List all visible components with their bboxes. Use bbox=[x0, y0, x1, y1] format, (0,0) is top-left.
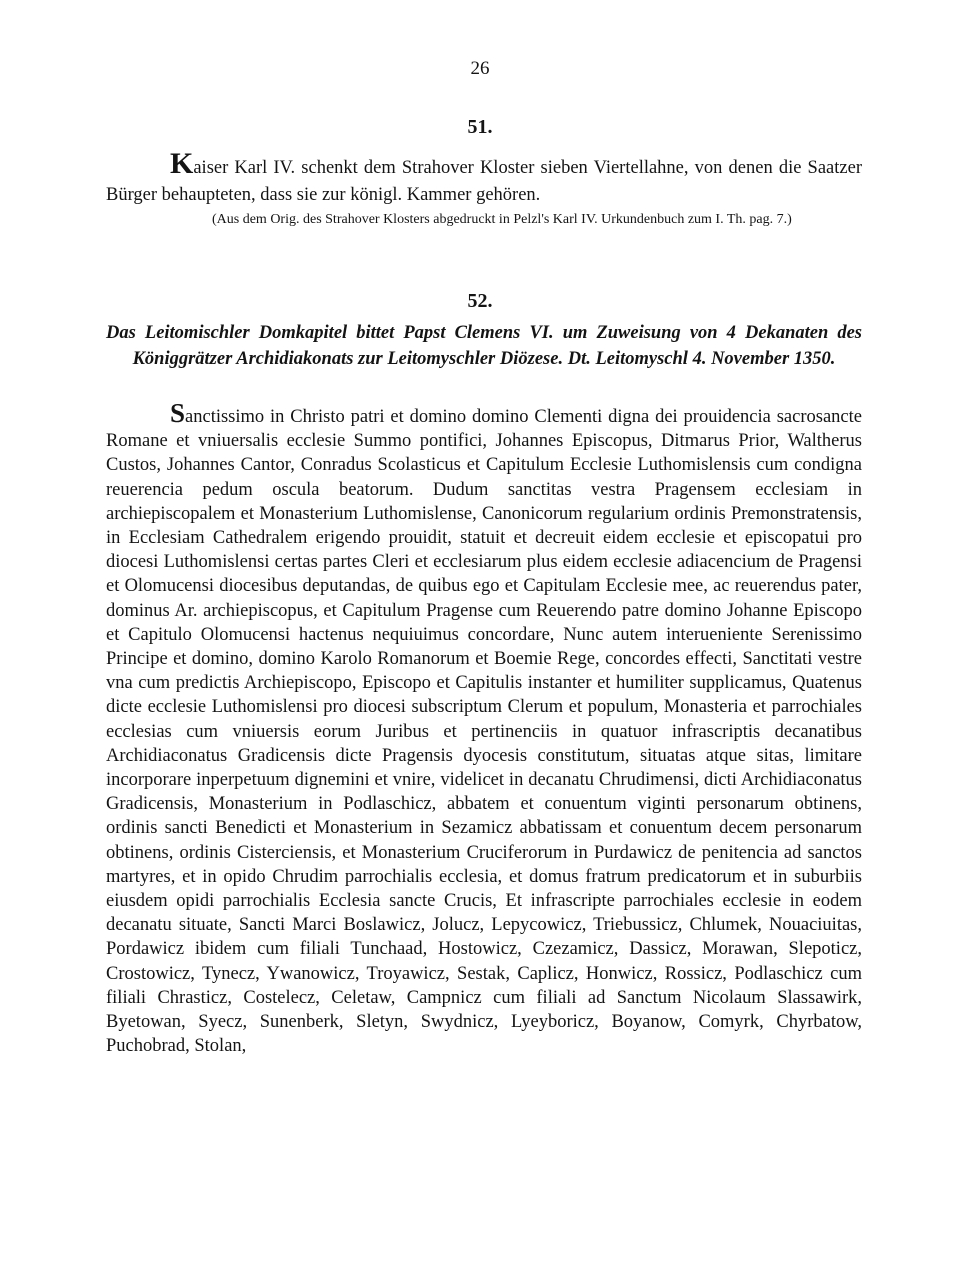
document-52-body bbox=[106, 398, 862, 1058]
document-51-summary bbox=[106, 147, 862, 209]
document-52-dropcap: S bbox=[170, 398, 186, 428]
document-51-number: 51. bbox=[467, 116, 493, 138]
document-51-dropcap: K bbox=[170, 147, 194, 180]
document-51-text: aiser Karl IV. schenkt dem Strahover Kloster sieben Viertellahne, von denen die Saatzer Bürger behaupteten, dass sie zur königl. Kammer gehören. bbox=[106, 158, 862, 205]
page-number: 26 bbox=[470, 58, 490, 79]
document-52-text: anctissimo in Christo patri et domino domino Clementi digna dei prouidencia sacrosancte Romane et vniuersalis ecclesie Summo pontifici, Johannes Episcopus, Ditmarus Prior, Waltherus Custos, Johannes Cantor, Conradus Scolasticus et Capitulum Ecclesie Luthomislensis cum condigna reuerencia pedum oscula beatorum. Dudum sanctitas vestra Pragensem ecclesiam in archiepiscopalem et Monasterium Luthomislense, Canonicorum regularium ordinis Premonstratensis, in Ecclesiam Cathedralem erigendo prouidit, statuit et decreuit eidem ecclesie et episcopatui pro diocesi Luthomislensi certas partes Cleri et ecclesiarum plus eidem ecclesie adiacencium de Pragensi et Olomucensi diocesibus deputandas, de quibus ego et Capitulam Ecclesie mee, ac reuerendus pater, dominus Ar. archiepiscopus, et Capitulum Pragense cum Reuerendo patre domino Johanne Episcopo et Capitulo Olomucensi hactenus nequiuimus concordare, Nunc autem interueniente Serenissimo Principe et domino, domino Karolo Romanorum et Boemie Rege, concordes effecti, Sanctitati vestre vna cum predictis Archiepiscopo, Episcopo et Capitulis instanter et humiliter supplicamus, Quatenus dicte ecclesie Luthomislensi pro diocesi subscriptum Clerum et populum, Monasteria et parrochiales ecclesias cum vniuersis eorum Juribus et pertinenciis in quatuor infrascriptis decanatibus Archidiaconatus Gradicensis dicte Pragensis dyocesis constitutum, situatas atque sitas, limitare incorporare inperpetuum dignemini et vnire, videlicet in decanatu Chrudimensi, dicti Archidiaconatus Gradicensis, Monasterium in Podlaschicz, abbatem et conuentum viginti personarum obtinens, ordinis sancti Benedicti et Monasterium in Sezamicz abbatissam et conuentum decem personarum obtinens, ordinis Cisterciensis, et Monasterium Cruciferorum in Purdawicz de penitencia ad sanctos martyres, et in opido Chrudim parrochialis ecclesia, et domus fratrum predicatorum et in suburbiis eiusdem opidi parrochialis Ecclesia sancte Crucis, Et infrascripte parrochiales ecclesie in eodem decanatu situate, Sancti Marci Boslawicz, Jolucz, Lepycowicz, Triebussicz, Chlumek, Nouaciuitas, Pordawicz ibidem cum filiali Tunchaad, Hostowicz, Czezamicz, Dassicz, Morawan, Slepoticz, Crostowicz, Tynecz, Ywanowicz, Troyawicz, Sestak, Caplicz, Honwicz, Rossicz, Podlaschicz cum filiali Chrasticz, Costelecz, Celetaw, Campnicz cum filiali ad Sanctum Nicolaum Slassawirk, Byetowan, Syecz, Sunenberk, Sletyn, Swydnicz, Lyeyboricz, Boyanow, Comyrk, Chyrbatow, Puchobrad, Stolan, bbox=[106, 407, 862, 1057]
document-52-number: 52. bbox=[467, 290, 493, 312]
document-51-source-note: (Aus dem Orig. des Strahover Klosters abgedruckt in Pelzl's Karl IV. Urkundenbuch zum I. Th. pag. 7.) bbox=[212, 212, 792, 227]
document-52-heading: Das Leitomischler Domkapitel bittet Papst Clemens VI. um Zuweisung von 4 Dekanaten des Königgrätzer Archidiakonats zur Leitomyschler Diözese. Dt. Leitomyschl 4. November 1350. bbox=[106, 323, 862, 369]
